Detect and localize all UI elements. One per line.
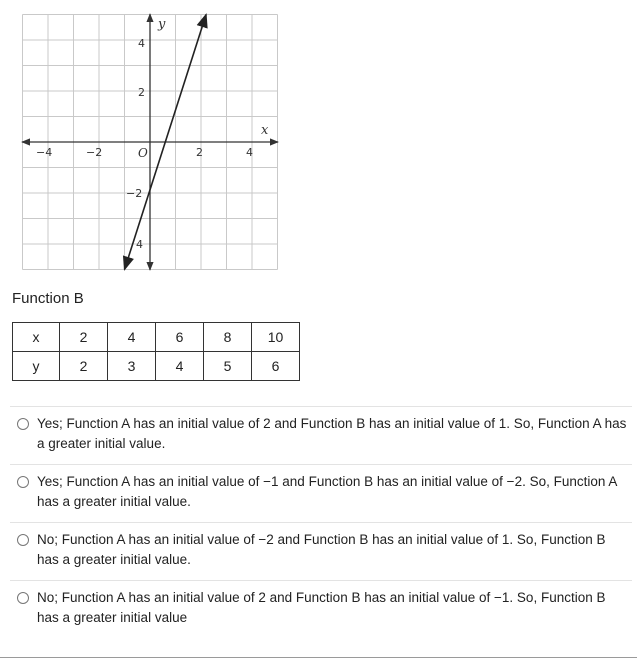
function-b-label: Function B xyxy=(12,290,84,307)
table-header-x: x xyxy=(13,323,60,352)
y-tick-label: −2 xyxy=(126,187,143,200)
table-row-x xyxy=(13,323,300,352)
table-cell: 8 xyxy=(204,323,252,352)
table-cell: 6 xyxy=(252,352,300,381)
table-cell: 3 xyxy=(108,352,156,381)
x-tick-label: 2 xyxy=(196,146,203,159)
answer-option-text: Yes; Function A has an initial value of 2 and Function B has an initial value of 1. So, Function A has a greater initial value. xyxy=(37,416,627,451)
x-tick-label: −4 xyxy=(36,146,53,159)
function-b-table xyxy=(12,322,300,381)
radio-button[interactable] xyxy=(17,534,29,546)
answer-option-4[interactable] xyxy=(10,580,632,638)
table-row-y xyxy=(13,352,300,381)
radio-button[interactable] xyxy=(17,418,29,430)
y-tick-label: 2 xyxy=(138,86,145,99)
table-cell: 2 xyxy=(60,323,108,352)
radio-button[interactable] xyxy=(17,476,29,488)
y-tick-label: 4 xyxy=(138,37,145,50)
answer-option-2[interactable] xyxy=(10,464,632,522)
table-cell: 10 xyxy=(252,323,300,352)
radio-button[interactable] xyxy=(17,592,29,604)
answer-option-3[interactable] xyxy=(10,522,632,580)
answer-option-text: Yes; Function A has an initial value of −1 and Function B has an initial value of −2. So, Function A has a greater initial value. xyxy=(37,474,617,509)
origin-label: O xyxy=(138,146,148,160)
table-cell: 4 xyxy=(156,352,204,381)
y-axis-label: y xyxy=(158,17,166,32)
table-cell: 5 xyxy=(204,352,252,381)
answer-option-1[interactable] xyxy=(10,406,632,464)
x-tick-label: 4 xyxy=(246,146,253,159)
answer-options xyxy=(10,406,632,638)
answer-option-text: No; Function A has an initial value of −2 and Function B has an initial value of 1. So, Function B has a greater initial value. xyxy=(37,532,606,567)
answer-option-text: No; Function A has an initial value of 2 and Function B has an initial value of −1. So, Function B has a greater initial value xyxy=(37,590,606,625)
function-a-graph xyxy=(0,0,290,280)
y-tick-label: 4 xyxy=(136,238,143,251)
table-cell: 6 xyxy=(156,323,204,352)
table-cell: 2 xyxy=(60,352,108,381)
table-header-y: y xyxy=(13,352,60,381)
x-tick-label: −2 xyxy=(86,146,103,159)
x-axis-label: x xyxy=(261,123,269,138)
bottom-divider xyxy=(0,657,637,658)
table-cell: 4 xyxy=(108,323,156,352)
